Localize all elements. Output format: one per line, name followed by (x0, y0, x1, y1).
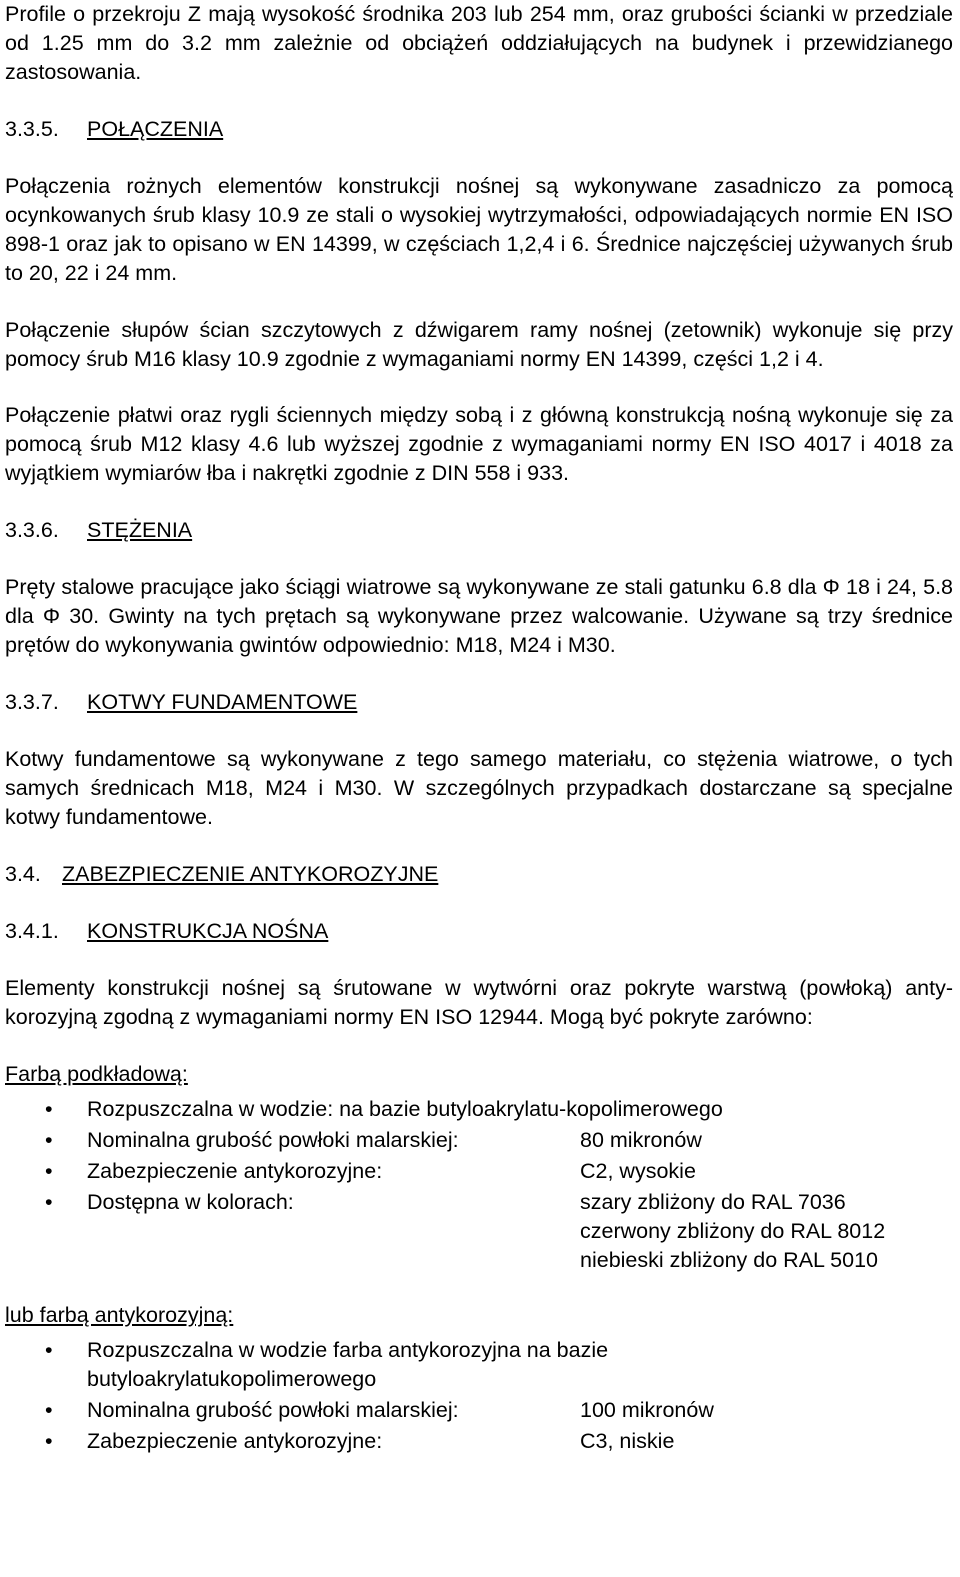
section-number: 3.4. (5, 862, 41, 886)
anticorrosive-label: lub farbą antykorozyjną: (5, 1303, 234, 1327)
section-title: KOTWY FUNDAMENTOWE (87, 690, 358, 714)
section-number: 3.3.5. (5, 117, 59, 141)
section-title: ZABEZPIECZENIE ANTYKOROZYJNE (62, 862, 439, 886)
section-number: 3.4.1. (5, 919, 59, 943)
anticorrosive-list (5, 1336, 953, 1456)
list-item: • Rozpuszczalna w wodzie farba antykorozyjna na bazie butyloakrylatukopolimerowego (45, 1338, 609, 1391)
section-heading-3-3-6 (5, 516, 953, 545)
bullet-icon: • (45, 1190, 53, 1214)
paragraph: Połączenie słupów ścian szczytowych z dźwigarem ramy nośnej (zetownik) wykonuje się przy pomocy śrub M16 klasy 10.9 zgodnie z wymaganiami normy EN 14399, części 1,2 i 4. (5, 318, 953, 371)
paragraph: Pręty stalowe pracujące jako ściągi wiatrowe są wykonywane ze stali gatunku 6.8 dla Φ 18 i 24, 5.8 dla Φ 30. Gwinty na tych prętach są wykonywane przez walcowanie. Używane są trzy średnice prętów do wykonywania gwintów odpowiednio: M18, M24 i M30. (5, 575, 953, 657)
section-number: 3.3.7. (5, 690, 59, 714)
list-item: • Rozpuszczalna w wodzie: na bazie butyloakrylatu-kopolimerowego (5, 1095, 953, 1124)
section-number: 3.3.6. (5, 518, 59, 542)
bullet-icon: • (45, 1429, 53, 1453)
section-heading-3-3-5 (5, 115, 953, 144)
primer-list (5, 1095, 953, 1275)
intro-paragraph: Profile o przekroju Z mają wysokość środnika 203 lub 254 mm, oraz grubości ścianki w przedziale od 1.25 mm do 3.2 mm zależnie od obciążeń oddziałujących na budynek i przewidzianego zastosowania. (5, 2, 953, 84)
paragraph: Kotwy fundamentowe są wykonywane z tego samego materiału, co stężenia wiatrowe, o tych samych średnicach M18, M24 i M30. W szczególnych przypadkach dostarczane są specjalne kotwy fundamentowe. (5, 747, 953, 829)
paragraph: Elementy konstrukcji nośnej są śrutowane w wytwórni oraz pokryte warstwą (powłoką) anty- korozyjną zgodną z wymaganiami normy EN ISO 12944. Mogą być pokryte zarówno: (5, 976, 953, 1029)
primer-label: Farbą podkładową: (5, 1062, 188, 1086)
list-item: • Nominalna grubość powłoki malarskiej: 100 mikronów (5, 1396, 953, 1425)
paragraph: Połączenie płatwi oraz rygli ściennych między sobą i z główną konstrukcją nośną wykonuje się za pomocą śrub M12 klasy 4.6 lub wyższej zgodnie z wymaganiami normy EN ISO 4017 i 4018 za wyjątkiem wymiarów łba i nakrętki zgodnie z DIN 558 i 933. (5, 403, 953, 485)
bullet-icon: • (45, 1338, 53, 1362)
list-item: • Zabezpieczenie antykorozyjne: C2, wysokie (5, 1157, 953, 1186)
section-title: KONSTRUKCJA NOŚNA (87, 919, 329, 943)
section-title: STĘŻENIA (87, 518, 193, 542)
bullet-icon: • (45, 1097, 53, 1121)
bullet-icon: • (45, 1398, 53, 1422)
section-title: POŁĄCZENIA (87, 117, 224, 141)
color-options: szary zbliżony do RAL 7036 czerwony zbliżony do RAL 8012 niebieski zbliżony do RAL 5010 (580, 1190, 886, 1272)
section-heading-3-3-7 (5, 688, 953, 717)
section-heading-3-4-1 (5, 917, 953, 946)
section-heading-3-4 (5, 860, 953, 889)
list-item: • Zabezpieczenie antykorozyjne: C3, niskie (5, 1427, 953, 1456)
list-item: • Nominalna grubość powłoki malarskiej: 80 mikronów (5, 1126, 953, 1155)
bullet-icon: • (45, 1128, 53, 1152)
paragraph: Połączenia rożnych elementów konstrukcji nośnej są wykonywane zasadniczo za pomocą ocynkowanych śrub klasy 10.9 ze stali o wysokiej wytrzymałości, odpowiadających normie EN ISO 898-1 oraz jak to opisano w EN 14399, w częściach 1,2,4 i 6. Średnice najczęściej używanych śrub to 20, 22 i 24 mm. (5, 174, 953, 285)
document-page (5, 0, 953, 1456)
bullet-icon: • (45, 1159, 53, 1183)
list-item: • Dostępna w kolorach: szary zbliżony do RAL 7036 czerwony zbliżony do RAL 8012 niebieski zbliżony do RAL 5010 (5, 1188, 953, 1275)
